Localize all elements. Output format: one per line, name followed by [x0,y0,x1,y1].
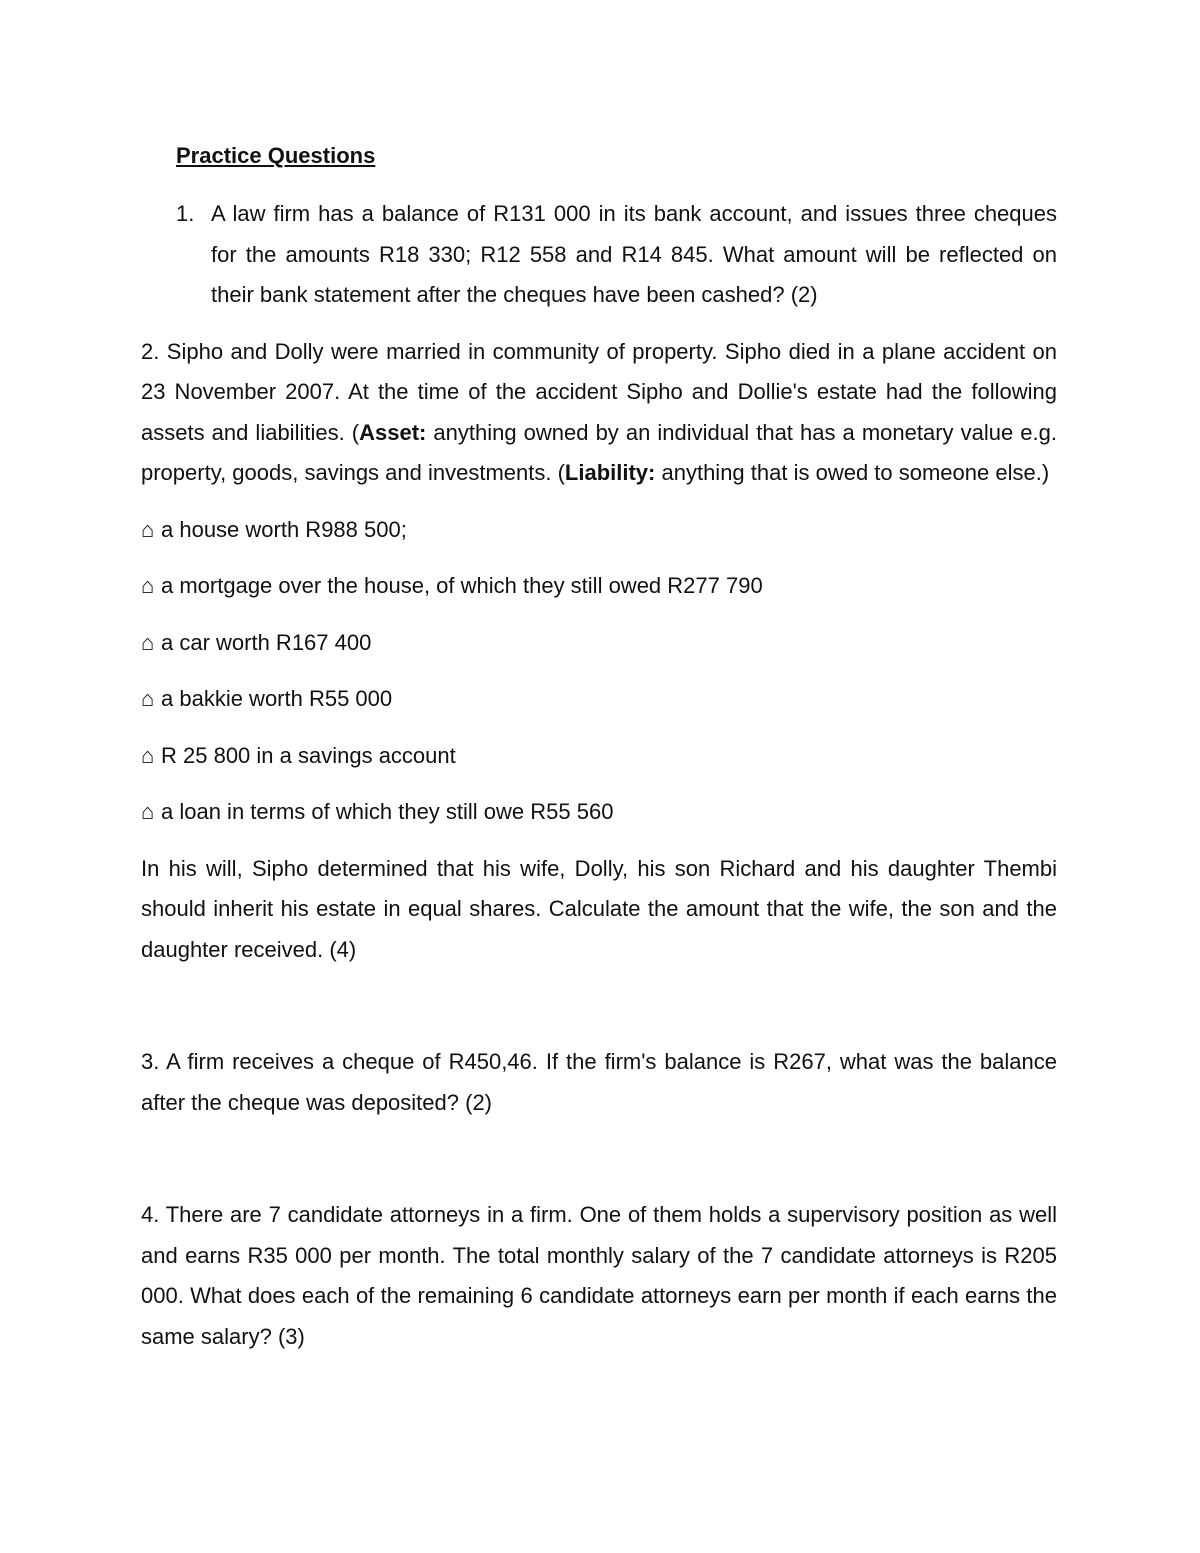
house-bullet-icon: ⌂ [141,573,155,598]
question-3: 3. A firm receives a cheque of R450,46. If the firm's balance is R267, what was the balance after the cheque was deposited? (2) [141,1049,1057,1115]
house-bullet-icon: ⌂ [141,799,155,824]
list-item [141,623,1057,664]
question-4: 4. There are 7 candidate attorneys in a firm. One of them holds a supervisory position as well and earns R35 000 per month. The total monthly salary of the 7 candidate attorneys is R205 000. What does each of the remaining 6 candidate attorneys earn per month if each earns the same salary? (3) [141,1202,1057,1349]
list-item-text: a mortgage over the house, of which they still owed R277 790 [161,573,763,598]
list-item [141,792,1057,833]
house-bullet-icon: ⌂ [141,629,155,655]
liability-label: Liability: [564,460,656,485]
question-2-intro-text: 2. Sipho and Dolly were married in community of property. Sipho died in a plane accident on 23 November 2007. At the time of the accident Sipho and Dollie's estate had the following assets and liabilities. ( [141,338,1057,445]
list-item [141,679,1057,720]
list-item-text: a car worth R167 400 [161,629,372,655]
list-item-text: a house worth R988 500; [161,516,407,542]
question-1-text: A law firm has a balance of R131 000 in its bank account, and issues three cheques for the amounts R18 330; R12 558 and R14 845. What amount will be reflected on their bank statement after the cheques have been cashed? (2) [211,201,1057,307]
list-item-text: R 25 800 in a savings account [161,742,456,768]
page-title: Practice Questions [176,143,376,168]
question-1-number: 1. [176,201,195,226]
list-item [141,736,1057,777]
list-item-text: a loan in terms of which they still owe R55 560 [161,799,614,824]
liability-definition: anything that is owed to someone else.) [655,460,1050,485]
list-item [141,510,1057,551]
question-1 [141,194,1057,316]
question-2-will: In his will, Sipho determined that his wife, Dolly, his son Richard and his daughter Thembi should inherit his estate in equal shares. Calculate the amount that the wife, the son and the daughter received. (4) [141,855,1057,962]
house-bullet-icon: ⌂ [141,686,155,711]
list-item-text: a bakkie worth R55 000 [161,686,393,711]
question-2-intro [141,332,1057,494]
house-bullet-icon: ⌂ [141,742,155,768]
asset-label: Asset: [359,419,427,445]
document-page [141,138,1057,1357]
list-item [141,566,1057,607]
house-bullet-icon: ⌂ [141,516,155,542]
asset-definition: anything owned by an individual that has a monetary value e.g. property, goods, savings and investments. ( [141,419,1057,485]
